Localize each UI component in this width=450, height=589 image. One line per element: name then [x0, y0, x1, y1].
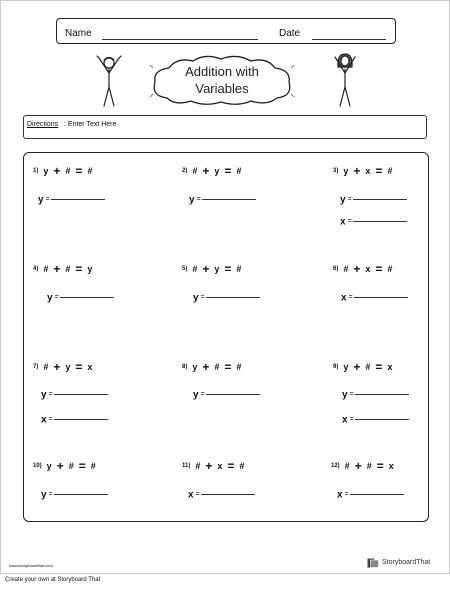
term: x	[365, 263, 371, 274]
answer-variable: y	[41, 389, 47, 401]
term: #	[192, 263, 198, 274]
problem-12	[331, 457, 399, 475]
stick-figure-right-image	[329, 51, 361, 109]
directions-text: : Enter Text Here	[64, 121, 117, 128]
plus-sign: +	[354, 458, 362, 473]
problem-4	[33, 260, 97, 278]
term: y	[46, 460, 52, 471]
term: x	[87, 361, 93, 372]
problem-number: 11)	[182, 462, 191, 469]
problem-number: 5)	[182, 265, 188, 272]
plus-sign: +	[56, 458, 64, 473]
term: #	[236, 165, 242, 176]
term: #	[387, 165, 393, 176]
answer-equals: =	[349, 391, 354, 399]
answer-equals: =	[45, 196, 50, 204]
answer-equals: =	[48, 491, 53, 499]
answer-variable: y	[41, 489, 47, 501]
term: #	[43, 361, 49, 372]
answer-blank[interactable]	[54, 419, 108, 420]
answer-line[interactable]	[41, 411, 108, 429]
answer-variable: y	[38, 194, 44, 206]
answer-line[interactable]	[342, 411, 409, 429]
term: y	[343, 361, 349, 372]
directions-label: Directions	[27, 121, 59, 128]
term: x	[388, 460, 394, 471]
answer-line[interactable]	[342, 386, 409, 404]
plus-sign: +	[205, 458, 213, 473]
equals-sign: =	[227, 458, 235, 473]
term: #	[87, 165, 93, 176]
term: #	[344, 460, 350, 471]
answer-equals: =	[200, 294, 205, 302]
directions-box[interactable]	[23, 115, 427, 139]
answer-blank[interactable]	[51, 199, 105, 200]
problem-number: 8)	[182, 363, 188, 370]
answer-line[interactable]	[340, 213, 407, 231]
equals-sign: =	[224, 261, 232, 276]
answer-line[interactable]	[189, 191, 256, 209]
answer-equals: =	[347, 196, 352, 204]
problem-number: 10)	[33, 462, 42, 469]
footer-url[interactable]: www.storyboardthat.com	[9, 563, 53, 568]
answer-equals: =	[344, 491, 349, 499]
answer-variable: y	[342, 389, 348, 401]
answer-blank[interactable]	[355, 419, 409, 420]
name-line	[102, 39, 258, 40]
answer-blank[interactable]	[54, 394, 108, 395]
answer-equals: =	[200, 391, 205, 399]
term: y	[43, 165, 49, 176]
answer-variable: y	[340, 194, 346, 206]
plus-sign: +	[53, 261, 61, 276]
plus-sign: +	[353, 163, 361, 178]
plus-sign: +	[53, 359, 61, 374]
stick-figure-left-image	[93, 53, 125, 109]
answer-blank[interactable]	[355, 394, 409, 395]
term: y	[192, 361, 198, 372]
problem-10	[33, 457, 101, 475]
term: #	[365, 361, 371, 372]
date-label: Date	[279, 28, 301, 39]
answer-blank[interactable]	[206, 394, 260, 395]
term: #	[239, 460, 245, 471]
problem-number: 9)	[333, 363, 339, 370]
term: #	[195, 460, 201, 471]
plus-sign: +	[353, 261, 361, 276]
answer-blank[interactable]	[354, 297, 408, 298]
problem-3	[333, 162, 397, 180]
answer-equals: =	[196, 196, 201, 204]
answer-equals: =	[195, 491, 200, 499]
term: #	[366, 460, 372, 471]
answer-variable: x	[342, 414, 348, 426]
problem-number: 12)	[331, 462, 340, 469]
term: #	[236, 361, 242, 372]
answer-line[interactable]	[193, 289, 260, 307]
problem-8	[182, 358, 246, 376]
answer-blank[interactable]	[54, 494, 108, 495]
answer-variable: x	[341, 292, 347, 304]
term: y	[214, 263, 220, 274]
worksheet-title	[149, 63, 295, 97]
equals-sign: =	[75, 359, 83, 374]
term: #	[343, 263, 349, 274]
equals-sign: =	[375, 261, 383, 276]
term: #	[214, 361, 220, 372]
plus-sign: +	[202, 359, 210, 374]
equals-sign: =	[375, 359, 383, 374]
equals-sign: =	[78, 458, 86, 473]
name-date-box	[56, 18, 396, 44]
answer-variable: x	[188, 489, 194, 501]
equals-sign: =	[375, 163, 383, 178]
equals-sign: =	[75, 163, 83, 178]
answer-blank[interactable]	[60, 297, 114, 298]
term: x	[217, 460, 223, 471]
problem-number: 1)	[33, 167, 39, 174]
equals-sign: =	[224, 359, 232, 374]
problem-11	[182, 457, 249, 475]
answer-blank[interactable]	[202, 199, 256, 200]
answer-variable: y	[47, 292, 53, 304]
problem-number: 3)	[333, 167, 339, 174]
problem-2	[182, 162, 246, 180]
term: #	[43, 263, 49, 274]
answer-variable: y	[193, 389, 199, 401]
problem-6	[333, 260, 397, 278]
answer-equals: =	[48, 416, 53, 424]
answer-equals: =	[348, 294, 353, 302]
plus-sign: +	[353, 359, 361, 374]
problem-7	[33, 358, 97, 376]
term: #	[192, 165, 198, 176]
storyboardthat-logo[interactable]	[367, 557, 443, 570]
equals-sign: =	[75, 261, 83, 276]
answer-line[interactable]	[188, 486, 255, 504]
answer-line[interactable]	[340, 191, 407, 209]
term: x	[365, 165, 371, 176]
term: #	[65, 165, 71, 176]
answer-blank[interactable]	[206, 297, 260, 298]
problem-number: 2)	[182, 167, 188, 174]
answer-equals: =	[48, 391, 53, 399]
plus-sign: +	[202, 163, 210, 178]
answer-blank[interactable]	[353, 199, 407, 200]
answer-line[interactable]	[337, 486, 404, 504]
term: y	[214, 165, 220, 176]
brand-name: StoryboardThat	[382, 559, 431, 566]
answer-line[interactable]	[41, 486, 108, 504]
title-line-1: Addition with	[185, 64, 259, 79]
problem-number: 7)	[33, 363, 39, 370]
answer-blank[interactable]	[350, 494, 404, 495]
answer-variable: x	[41, 414, 47, 426]
answer-equals: =	[347, 218, 352, 226]
problem-number: 6)	[333, 265, 339, 272]
term: y	[343, 165, 349, 176]
equals-sign: =	[376, 458, 384, 473]
equals-sign: =	[224, 163, 232, 178]
plus-sign: +	[202, 261, 210, 276]
problem-number: 4)	[33, 265, 39, 272]
plus-sign: +	[53, 163, 61, 178]
answer-line[interactable]	[38, 191, 105, 209]
problem-9	[333, 358, 397, 376]
date-line	[312, 39, 386, 40]
answer-variable: y	[189, 194, 195, 206]
answer-line[interactable]	[41, 386, 108, 404]
answer-variable: y	[193, 292, 199, 304]
term: #	[387, 263, 393, 274]
answer-line[interactable]	[47, 289, 114, 307]
answer-line[interactable]	[193, 386, 260, 404]
term: y	[87, 263, 93, 274]
name-label: Name	[65, 28, 92, 39]
term: #	[236, 263, 242, 274]
storyboard-icon	[367, 558, 379, 568]
answer-variable: x	[340, 216, 346, 228]
credit-line[interactable]: Create your own at Storyboard That	[5, 577, 101, 583]
answer-equals: =	[54, 294, 59, 302]
term: #	[68, 460, 74, 471]
term: y	[65, 361, 71, 372]
answer-variable: x	[337, 489, 343, 501]
answer-blank[interactable]	[353, 221, 407, 222]
title-line-2: Variables	[195, 81, 249, 96]
answer-equals: =	[349, 416, 354, 424]
term: #	[90, 460, 96, 471]
term: x	[387, 361, 393, 372]
problem-1	[33, 162, 97, 180]
answer-line[interactable]	[341, 289, 408, 307]
term: #	[65, 263, 71, 274]
answer-blank[interactable]	[201, 494, 255, 495]
problem-5	[182, 260, 246, 278]
